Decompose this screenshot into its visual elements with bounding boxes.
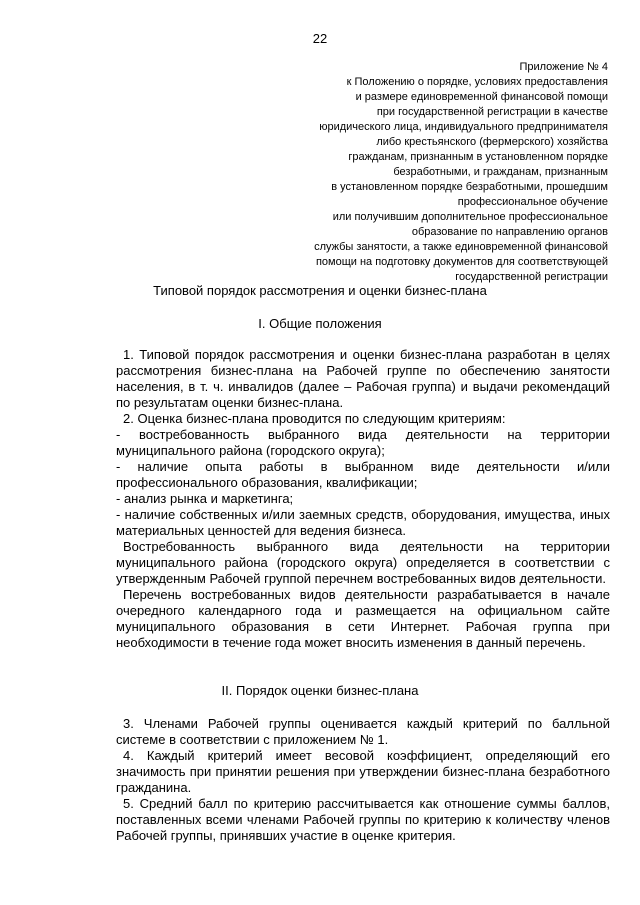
appendix-line: государственной регистрации [455,271,608,283]
paragraph: - наличие собственных и/или заемных средств, оборудования, имущества, иных материальных ценностей для ведения бизнеса. [116,507,610,538]
paragraph: 2. Оценка бизнес-плана проводится по следующим критериям: [123,411,506,426]
document-title: Типовой порядок рассмотрения и оценки бизнес-плана [153,283,487,298]
appendix-line: к Положению о порядке, условиях предоставления [346,76,608,88]
appendix-line: безработными, и гражданам, признанным [393,166,608,178]
appendix-line: Приложение № 4 [519,61,608,73]
appendix-line: профессиональное обучение [457,196,608,208]
appendix-line: гражданам, признанным в установленном порядке [348,151,608,163]
appendix-line: либо крестьянского (фермерского) хозяйства [376,136,608,148]
appendix-line: образование по направлению органов [411,226,608,238]
section-general-body [116,347,610,651]
appendix-line: юридического лица, индивидуального предпринимателя [319,121,608,133]
appendix-line: помощи на подготовку документов для соответствующей [315,256,608,268]
appendix-line: при государственной регистрации в качестве [376,106,608,118]
paragraph: Востребованность выбранного вида деятельности на территории муниципального района (городского округа) определяется в соответствии с утвержденным Рабочей группой перечнем востребованных видов деятельности. [116,539,610,586]
paragraph: - востребованность выбранного вида деятельности на территории муниципального района (городского округа); [116,427,610,458]
appendix-header [248,60,608,285]
page-number: 22 [312,31,328,46]
appendix-line: в установленном порядке безработными, прошедшим [331,181,608,193]
paragraph: - анализ рынка и маркетинга; [116,491,294,506]
paragraph: 4. Каждый критерий имеет весовой коэффициент, определяющий его значимость при принятии решения при утверждении бизнес-плана безработного гражданина. [116,748,610,795]
paragraph: 1. Типовой порядок рассмотрения и оценки бизнес-плана разработан в целях рассмотрения бизнес-плана на Рабочей группе по обеспечению занятости населения, в т. ч. инвалидов (далее – Рабочая группа) и выдачи рекомендаций по результатам оценки бизнес-плана. [116,347,610,410]
section-heading-evaluation: II. Порядок оценки бизнес-плана [221,683,419,698]
appendix-line: службы занятости, а также единовременной финансовой [314,241,608,253]
paragraph: Перечень востребованных видов деятельности разрабатывается в начале очередного календарного года и размещается на официальном сайте муниципального образования в сети Интернет. Рабочая группа при необходимости в течение года может вносить изменения в данный перечень. [116,587,610,650]
section-evaluation-body [116,716,610,844]
paragraph: - наличие опыта работы в выбранном виде деятельности и/или профессионального образования, квалификации; [116,459,610,490]
paragraph: 3. Членами Рабочей группы оценивается каждый критерий по балльной системе в соответствии с приложением № 1. [116,716,610,747]
appendix-line: и размере единовременной финансовой помощи [355,91,608,103]
section-heading-general: I. Общие положения [258,316,382,331]
appendix-line: или получившим дополнительное профессиональное [332,211,608,223]
paragraph: 5. Средний балл по критерию рассчитывается как отношение суммы баллов, поставленных всеми членами Рабочей группы по критерию к количеству членов Рабочей группы, принявших участие в оценке критерия. [116,796,610,843]
